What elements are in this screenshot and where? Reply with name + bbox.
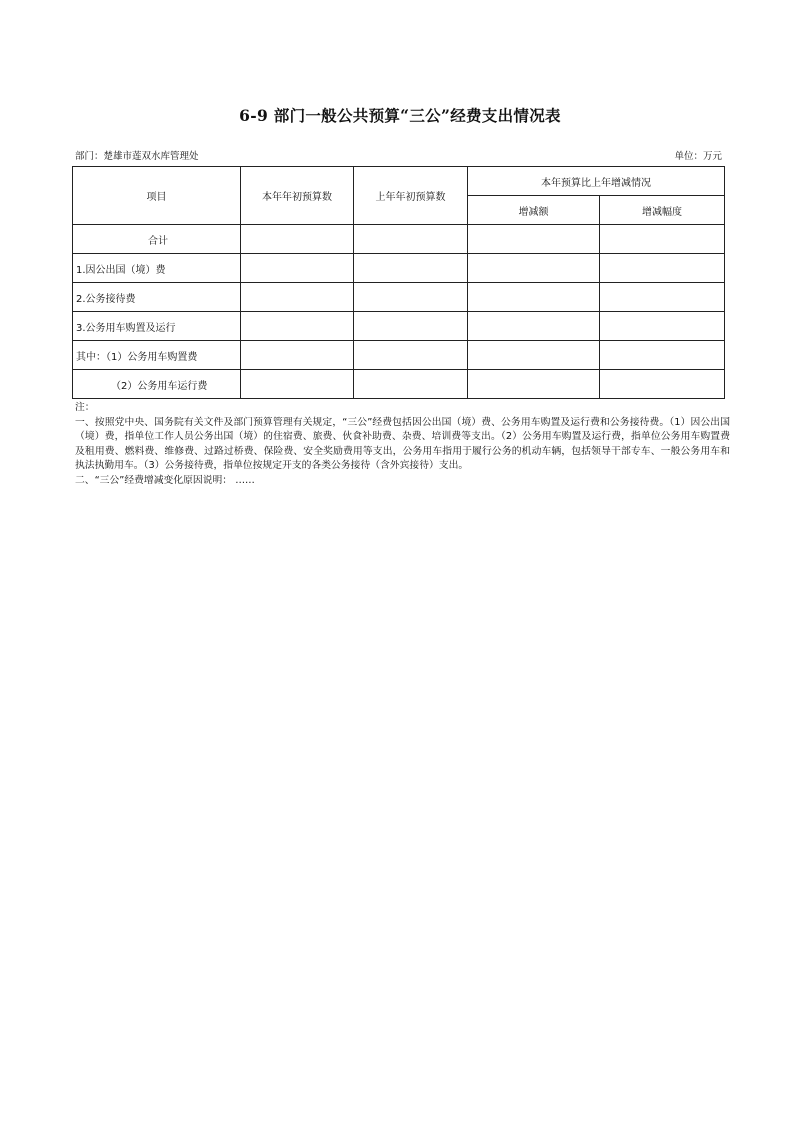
table-row-vehicles — [73, 312, 725, 341]
three-public-expenses-table — [72, 166, 725, 399]
row-label: 其中：（1）公务用车购置费 — [73, 341, 241, 370]
notes-section — [75, 401, 730, 489]
cell-current — [241, 370, 354, 399]
header-comparison: 本年预算比上年增减情况 — [468, 167, 725, 196]
notes-heading: 注： — [75, 402, 95, 413]
row-label: 3.公务用车购置及运行 — [73, 312, 241, 341]
page-title: 6-9 部门一般公共预算“三公”经费支出情况表 — [239, 106, 561, 125]
table-row-vehicle-operation — [73, 370, 725, 399]
row-label: 2.公务接待费 — [73, 283, 241, 312]
table-row-overseas — [73, 254, 725, 283]
row-label: （2）公务用车运行费 — [73, 370, 241, 399]
unit-label: 单位：万元 — [674, 151, 722, 162]
cell-current — [241, 254, 354, 283]
department-label: 部门：楚雄市莲双水库管理处 — [75, 151, 199, 162]
cell-rate — [600, 312, 725, 341]
cell-rate — [600, 283, 725, 312]
header-last-year: 上年年初预算数 — [354, 167, 468, 225]
cell-current — [241, 283, 354, 312]
row-label: 合计 — [73, 225, 241, 254]
cell-current — [241, 225, 354, 254]
header-item: 项目 — [73, 167, 241, 225]
cell-last — [354, 370, 468, 399]
header-change-amount: 增减额 — [468, 196, 600, 225]
cell-last — [354, 312, 468, 341]
row-label: 1.因公出国（境）费 — [73, 254, 241, 283]
cell-change — [468, 312, 600, 341]
cell-current — [241, 312, 354, 341]
cell-rate — [600, 370, 725, 399]
cell-last — [354, 283, 468, 312]
notes-paragraph-2: 二、“三公”经费增减变化原因说明： …… — [75, 474, 255, 486]
cell-change — [468, 254, 600, 283]
cell-change — [468, 370, 600, 399]
cell-last — [354, 225, 468, 254]
header-current-year: 本年年初预算数 — [241, 167, 354, 225]
table-row-total — [73, 225, 725, 254]
table-row-reception — [73, 283, 725, 312]
cell-rate — [600, 225, 725, 254]
cell-last — [354, 254, 468, 283]
cell-last — [354, 341, 468, 370]
cell-change — [468, 341, 600, 370]
cell-change — [468, 283, 600, 312]
cell-current — [241, 341, 354, 370]
cell-rate — [600, 341, 725, 370]
table-row-vehicle-purchase — [73, 341, 725, 370]
cell-change — [468, 225, 600, 254]
notes-paragraph-1: 一、按照党中央、国务院有关文件及部门预算管理有关规定，“三公”经费包括因公出国（境）费、公务用车购置及运行费和公务接待费。（1）因公出国（境）费，指单位工作人员公务出国（境）的住宿费、旅费、伙食补助费、杂费、培训费等支出。（2）公务用车购置及运行费，指单位公务用车购置费及租用费、燃料费、维修费、过路过桥费、保险费、安全奖励费用等支出，公务用车指用于履行公务的机动车辆，包括领导干部专车、一般公务用车和执法执勤用车。（3）公务接待费，指单位按规定开支的各类公务接待（含外宾接待）支出。 — [75, 416, 730, 472]
header-change-rate: 增减幅度 — [600, 196, 725, 225]
cell-rate — [600, 254, 725, 283]
